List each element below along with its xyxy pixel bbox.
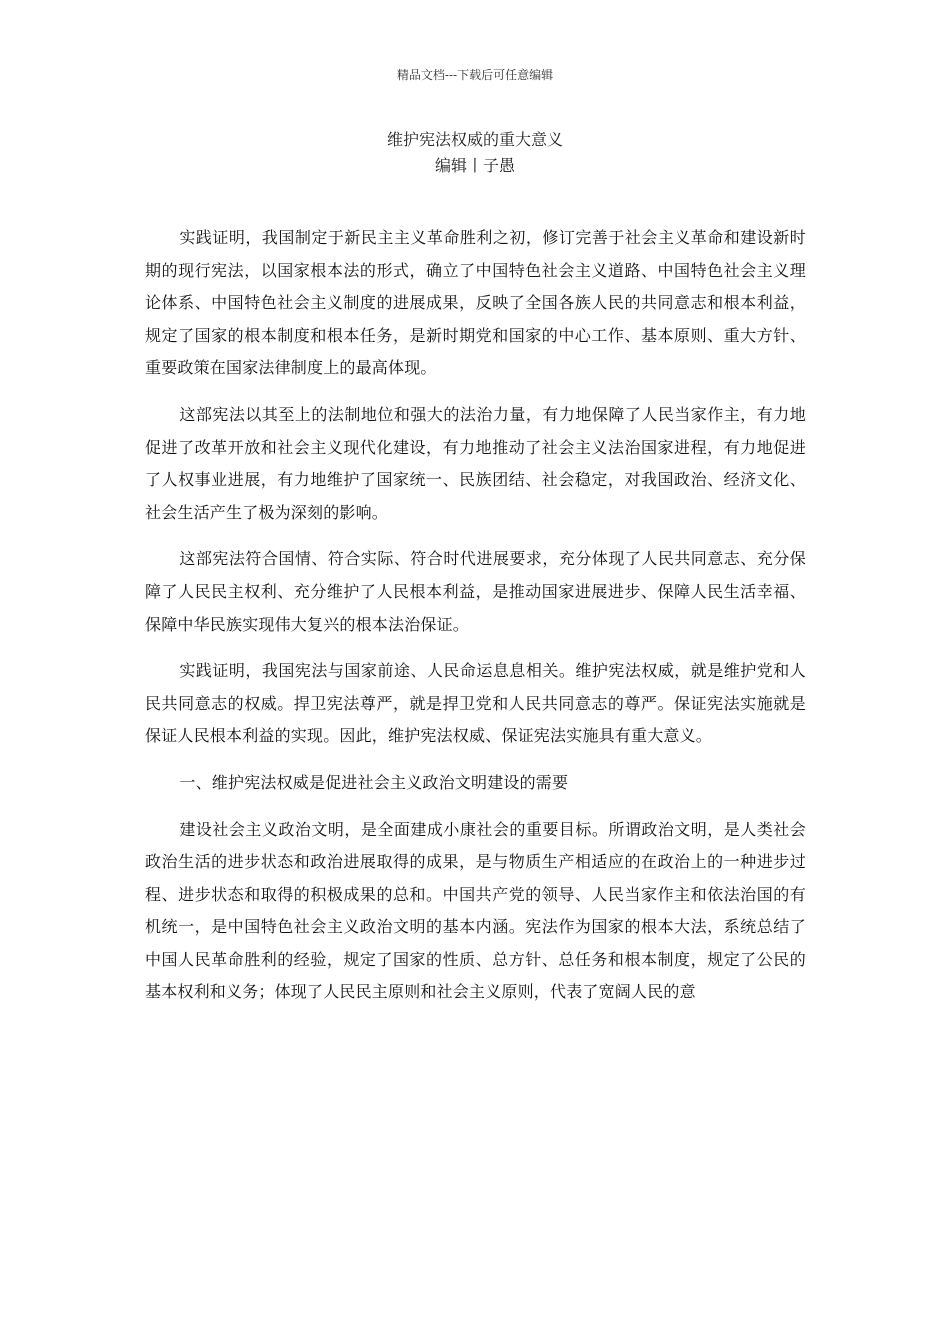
section-heading-1: 一、维护宪法权威是促进社会主义政治文明建设的需要 (179, 772, 569, 792)
paragraph-2: 这部宪法以其至上的法制地位和强大的法治力量，有力地保障了人民当家作主，有力地促进了改革开放和社会主义现代化建设，有力地推动了社会主义法治国家进程，有力地促进了人权事业进展，有力地维护了国家统一、民族团结、社会稳定，对我国政治、经济文化、社会生活产生了极为深刻的影响。 (145, 404, 806, 522)
header-watermark: 精品文档---下载后可任意编辑 (396, 68, 554, 82)
paragraph-5: 建设社会主义政治文明，是全面建成小康社会的重要目标。所谓政治文明，是人类社会政治生活的进步状态和政治进展取得的成果，是与物质生产相适应的在政治上的一种进步过程、进步状态和取得的积极成果的总和。中国共产党的领导、人民当家作主和依法治国的有机统一，是中国特色社会主义政治文明的基本内涵。宪法作为国家的根本大法，系统总结了中国人民革命胜利的经验，规定了国家的性质、总方针、总任务和根本制度，规定了公民的基本权利和义务；体现了人民民主原则和社会主义原则，代表了宽阔人民的意 (145, 819, 806, 1002)
paragraph-4: 实践证明，我国宪法与国家前途、人民命运息息相关。维护宪法权威，就是维护党和人民共同意志的权威。捍卫宪法尊严，就是捍卫党和人民共同意志的尊严。保证宪法实施就是保证人民根本利益的实现。因此，维护宪法权威、保证宪法实施具有重大意义。 (145, 661, 806, 746)
document-body (145, 222, 806, 1023)
document-title: 维护宪法权威的重大意义 (386, 130, 563, 149)
paragraph-1: 实践证明，我国制定于新民主主义革命胜利之初，修订完善于社会主义革命和建设新时期的现行宪法，以国家根本法的形式，确立了中国特色社会主义道路、中国特色社会主义理论体系、中国特色社会主义制度的进展成果，反映了全国各族人民的共同意志和根本利益，规定了国家的根本制度和根本任务，是新时期党和国家的中心工作、基本原则、重大方针、重要政策在国家法律制度上的最高体现。 (145, 228, 806, 378)
document-editor-line: 编辑丨子愚 (434, 156, 515, 175)
paragraph-3: 这部宪法符合国情、符合实际、符合时代进展要求，充分体现了人民共同意志、充分保障了人民民主权利、充分维护了人民根本利益，是推动国家进展进步、保障人民生活幸福、保障中华民族实现伟大复兴的根本法治保证。 (145, 549, 806, 634)
